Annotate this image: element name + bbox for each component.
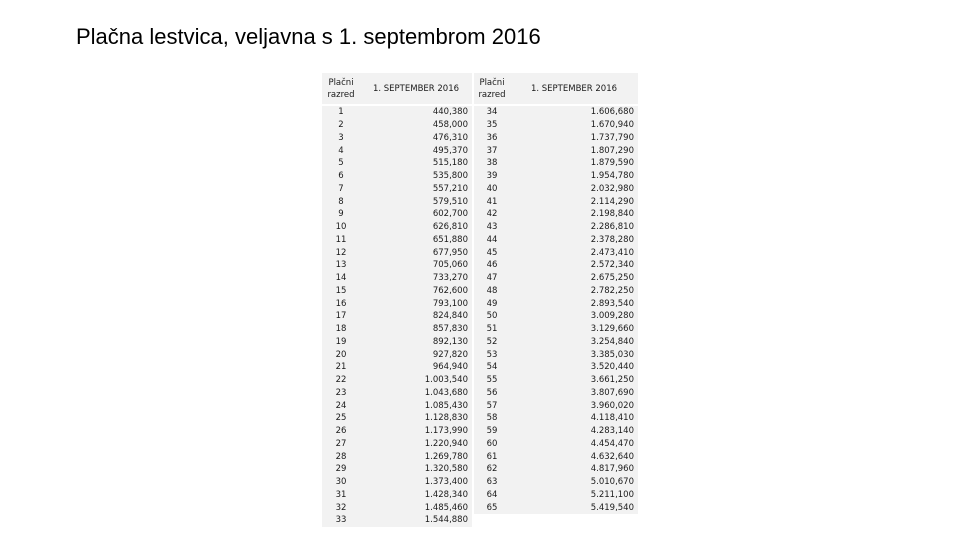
- table-row: [322, 489, 638, 502]
- pay-class-cell: 33: [335, 515, 347, 526]
- amount-cell: 1.485,460: [424, 502, 468, 513]
- pay-class-cell: 64: [486, 489, 498, 500]
- pay-class-cell: 48: [486, 285, 498, 296]
- table-row: [322, 272, 638, 285]
- pay-class-cell: 39: [486, 171, 498, 182]
- pay-class-cell: 10: [335, 222, 347, 233]
- amount-cell: 2.572,340: [590, 260, 634, 271]
- amount-cell: 3.520,440: [590, 362, 634, 373]
- pay-class-cell: 30: [335, 477, 347, 488]
- amount-cell: 3.129,660: [590, 324, 634, 335]
- amount-cell: 3.807,690: [590, 387, 634, 398]
- pay-class-cell: 57: [486, 400, 498, 411]
- pay-class-cell: 15: [335, 285, 347, 296]
- amount-cell: 2.675,250: [590, 273, 634, 284]
- pay-class-cell: 8: [338, 196, 344, 207]
- pay-class-cell: 3: [338, 132, 344, 143]
- amount-cell: 2.893,540: [590, 298, 634, 309]
- amount-cell: 793,100: [432, 298, 468, 309]
- amount-cell: 535,800: [432, 171, 468, 182]
- pay-class-cell: 18: [335, 324, 347, 335]
- table-row: [322, 438, 638, 451]
- amount-cell: 4.632,640: [590, 451, 634, 462]
- amount-cell: 705,060: [432, 260, 468, 271]
- pay-class-cell: 34: [486, 107, 498, 118]
- table-row: [322, 144, 638, 157]
- pay-class-cell: 38: [486, 158, 498, 169]
- pay-class-cell: 40: [486, 183, 498, 194]
- amount-cell: 602,700: [432, 209, 468, 220]
- amount-cell: 762,600: [432, 285, 468, 296]
- table-row: [322, 323, 638, 336]
- table-row: [322, 285, 638, 298]
- amount-cell: 651,880: [432, 234, 468, 245]
- table-row: [322, 463, 638, 476]
- amount-cell: 927,820: [432, 349, 468, 360]
- salary-table: [322, 73, 638, 527]
- pay-class-cell: 13: [335, 260, 347, 271]
- amount-cell: 1.085,430: [424, 400, 468, 411]
- pay-class-cell: 14: [335, 273, 347, 284]
- amount-cell: 1.320,580: [424, 464, 468, 475]
- amount-cell: 1.670,940: [590, 120, 634, 131]
- table-row: [322, 183, 638, 196]
- pay-class-cell: 65: [486, 502, 498, 513]
- table-body: [322, 105, 638, 527]
- amount-cell: 579,510: [432, 196, 468, 207]
- amount-cell: 1.373,400: [424, 477, 468, 488]
- amount-cell: 2.032,980: [590, 183, 634, 194]
- amount-cell: 515,180: [432, 158, 468, 169]
- amount-cell: 733,270: [432, 273, 468, 284]
- pay-class-cell: 31: [335, 489, 347, 500]
- amount-cell: 626,810: [432, 222, 468, 233]
- pay-class-cell: 32: [335, 502, 347, 513]
- pay-class-cell: 1: [338, 107, 344, 118]
- pay-class-cell: 4: [338, 145, 344, 156]
- pay-class-cell: 56: [486, 387, 498, 398]
- pay-class-cell: 11: [335, 234, 347, 245]
- pay-class-cell: 24: [335, 400, 347, 411]
- pay-class-cell: 51: [486, 324, 498, 335]
- amount-cell: 4.454,470: [590, 438, 634, 449]
- pay-class-cell: 59: [486, 426, 498, 437]
- amount-cell: 1.128,830: [424, 413, 468, 424]
- pay-class-cell: 54: [486, 362, 498, 373]
- pay-class-cell: 43: [486, 222, 498, 233]
- table-row: [322, 234, 638, 247]
- amount-cell: 476,310: [432, 132, 468, 143]
- table-row: [322, 119, 638, 132]
- amount-cell: 440,380: [432, 107, 468, 118]
- table-row: [322, 195, 638, 208]
- pay-class-cell: 42: [486, 209, 498, 220]
- pay-class-cell: 50: [486, 311, 498, 322]
- pay-class-cell: 47: [486, 273, 498, 284]
- pay-class-cell: 22: [335, 375, 347, 386]
- table-header-row: [322, 73, 638, 105]
- amount-cell: 3.385,030: [590, 349, 634, 360]
- amount-cell: 1.737,790: [590, 132, 634, 143]
- amount-cell: 857,830: [432, 324, 468, 335]
- table-row: [322, 374, 638, 387]
- pay-class-cell: 35: [486, 120, 498, 131]
- amount-cell: 458,000: [432, 120, 468, 131]
- table-row: [322, 387, 638, 400]
- pay-class-cell: [474, 514, 510, 527]
- pay-class-cell: 21: [335, 362, 347, 373]
- amount-cell: 892,130: [432, 336, 468, 347]
- pay-class-cell: 28: [335, 451, 347, 462]
- pay-class-cell: 44: [486, 234, 498, 245]
- pay-class-cell: 6: [338, 171, 344, 182]
- pay-class-cell: 17: [335, 311, 347, 322]
- pay-class-cell: 29: [335, 464, 347, 475]
- pay-class-cell: 5: [338, 158, 344, 169]
- pay-class-cell: 7: [338, 183, 344, 194]
- pay-class-cell: 46: [486, 260, 498, 271]
- amount-cell: 2.473,410: [590, 247, 634, 258]
- amount-cell: 2.378,280: [590, 234, 634, 245]
- pay-class-cell: 41: [486, 196, 498, 207]
- table-row: [322, 208, 638, 221]
- amount-cell: 1.220,940: [424, 438, 468, 449]
- amount-cell: 1.807,290: [590, 145, 634, 156]
- pay-class-cell: 25: [335, 413, 347, 424]
- header-amount-right: 1. SEPTEMBER 2016: [510, 73, 638, 105]
- pay-class-cell: 60: [486, 438, 498, 449]
- pay-class-cell: 27: [335, 438, 347, 449]
- table-row: [322, 259, 638, 272]
- amount-cell: 1.269,780: [424, 451, 468, 462]
- amount-cell: 495,370: [432, 145, 468, 156]
- pay-class-cell: 26: [335, 426, 347, 437]
- table-row: [322, 514, 638, 527]
- pay-class-cell: 49: [486, 298, 498, 309]
- amount-cell: 5.419,540: [590, 502, 634, 513]
- pay-class-cell: 9: [338, 209, 344, 220]
- pay-class-cell: 16: [335, 298, 347, 309]
- amount-cell: 4.283,140: [590, 426, 634, 437]
- amount-cell: 2.114,290: [590, 196, 634, 207]
- pay-class-cell: 63: [486, 477, 498, 488]
- table-row: [322, 425, 638, 438]
- table-row: [322, 105, 638, 119]
- pay-class-cell: 62: [486, 464, 498, 475]
- table-row: [322, 412, 638, 425]
- amount-cell: 3.254,840: [590, 336, 634, 347]
- amount-cell: 5.211,100: [590, 489, 634, 500]
- amount-cell: 824,840: [432, 311, 468, 322]
- amount-cell: 2.782,250: [590, 285, 634, 296]
- pay-class-cell: 45: [486, 247, 498, 258]
- amount-cell: 964,940: [432, 362, 468, 373]
- table-row: [322, 221, 638, 234]
- table-row: [322, 246, 638, 259]
- amount-cell: 3.960,020: [590, 400, 634, 411]
- pay-class-cell: 53: [486, 349, 498, 360]
- amount-cell: 557,210: [432, 183, 468, 194]
- header-pay-class-left: Plačni razred: [322, 73, 360, 105]
- pay-class-cell: 19: [335, 336, 347, 347]
- amount-cell: 1.606,680: [590, 107, 634, 118]
- amount-cell: 2.286,810: [590, 222, 634, 233]
- header-amount-left: 1. SEPTEMBER 2016: [360, 73, 472, 105]
- pay-class-cell: 20: [335, 349, 347, 360]
- page-title: Plačna lestvica, veljavna s 1. septembrom 2016: [76, 24, 541, 49]
- amount-cell: 1.879,590: [590, 158, 634, 169]
- amount-cell: 1.003,540: [424, 375, 468, 386]
- amount-cell: 3.661,250: [590, 375, 634, 386]
- amount-cell: 2.198,840: [590, 209, 634, 220]
- amount-cell: 5.010,670: [590, 477, 634, 488]
- table-row: [322, 501, 638, 514]
- amount-cell: 1.544,880: [424, 515, 468, 526]
- table-row: [322, 476, 638, 489]
- amount-cell: 1.173,990: [424, 426, 468, 437]
- table-row: [322, 310, 638, 323]
- table-row: [322, 336, 638, 349]
- pay-class-cell: 2: [338, 120, 344, 131]
- pay-class-cell: 58: [486, 413, 498, 424]
- table-row: [322, 297, 638, 310]
- table-row: [322, 170, 638, 183]
- amount-cell: 1.043,680: [424, 387, 468, 398]
- amount-cell: 4.118,410: [590, 413, 634, 424]
- pay-class-cell: 55: [486, 375, 498, 386]
- amount-cell: 1.954,780: [590, 171, 634, 182]
- table-row: [322, 348, 638, 361]
- pay-class-cell: 12: [335, 247, 347, 258]
- table-row: [322, 399, 638, 412]
- amount-cell: 677,950: [432, 247, 468, 258]
- table-row: [322, 361, 638, 374]
- table-row: [322, 157, 638, 170]
- pay-class-cell: 36: [486, 132, 498, 143]
- amount-cell: 3.009,280: [590, 311, 634, 322]
- pay-class-cell: 52: [486, 336, 498, 347]
- header-pay-class-right: Plačni razred: [474, 73, 510, 105]
- pay-class-cell: 61: [486, 451, 498, 462]
- pay-class-cell: 37: [486, 145, 498, 156]
- table-row: [322, 132, 638, 145]
- amount-cell: [510, 514, 638, 527]
- amount-cell: 4.817,960: [590, 464, 634, 475]
- pay-class-cell: 23: [335, 387, 347, 398]
- table-row: [322, 450, 638, 463]
- amount-cell: 1.428,340: [424, 489, 468, 500]
